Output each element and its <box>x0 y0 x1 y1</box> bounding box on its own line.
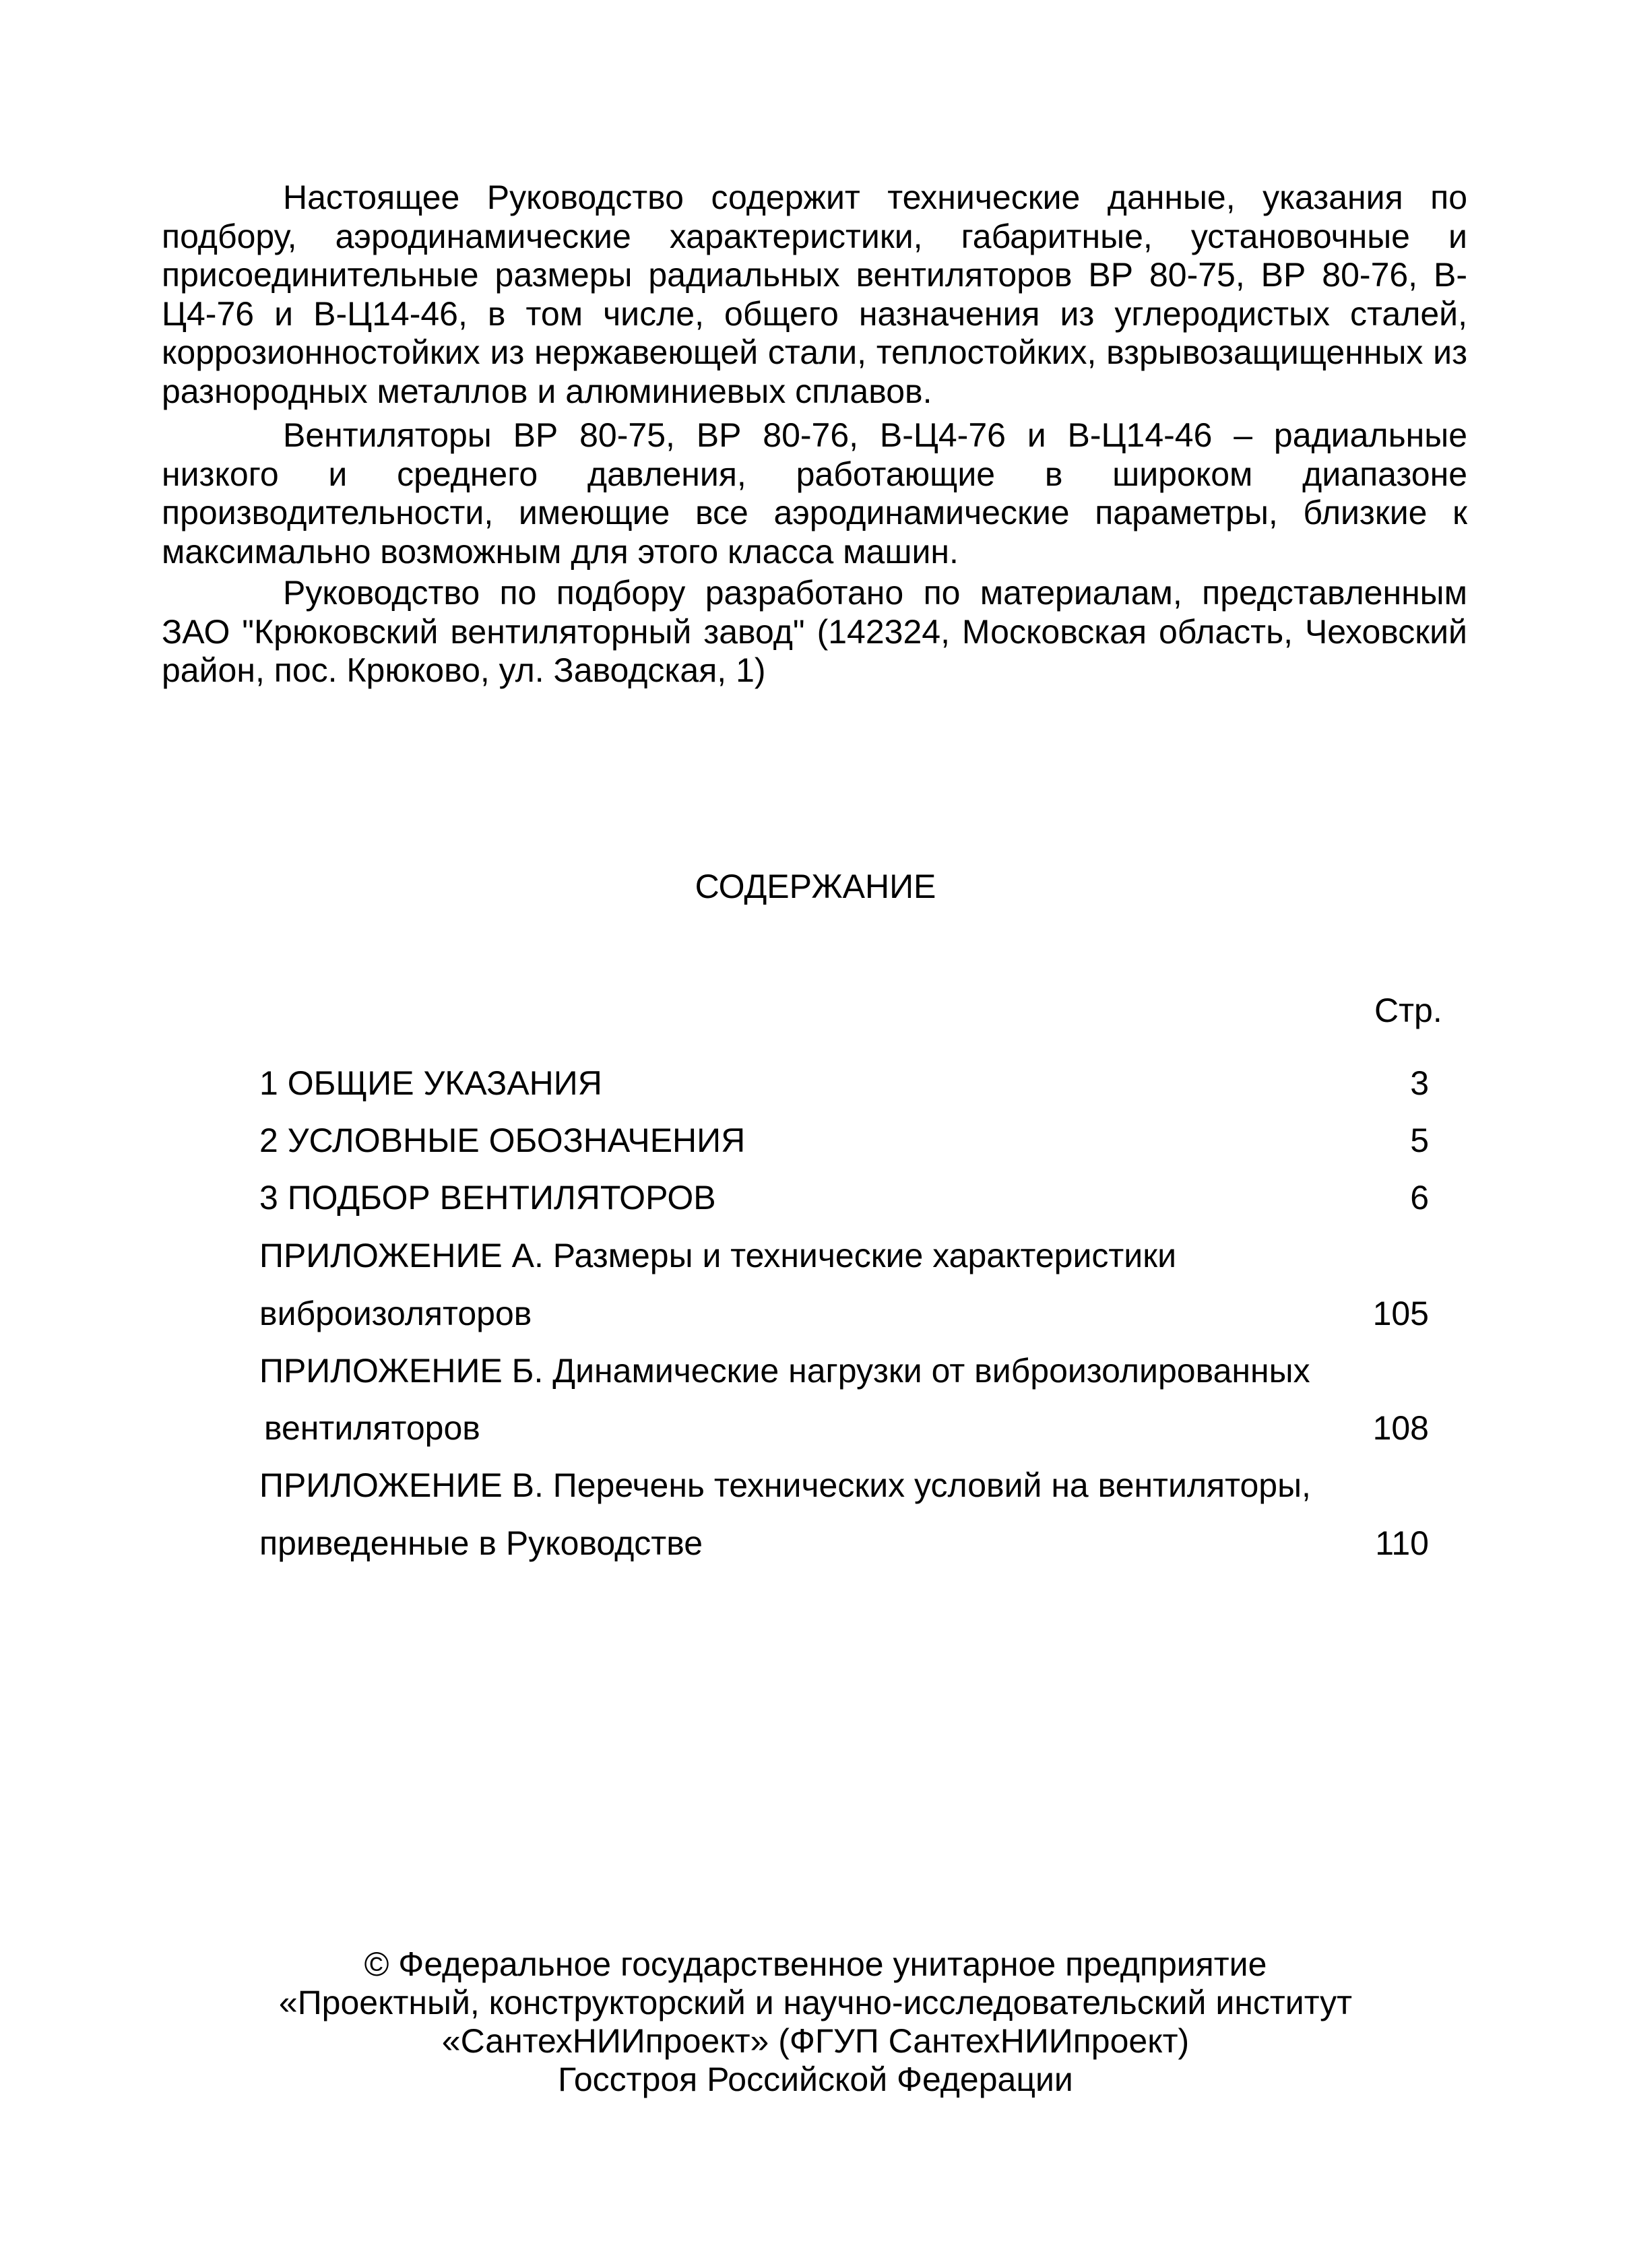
footer-line: «СантехНИИпроект» (ФГУП СантехНИИпроект) <box>441 2022 1190 2060</box>
toc-entry-appendix-a-continued[interactable]: виброизоляторов <box>259 1295 532 1332</box>
toc-entry-appendix-b[interactable]: ПРИЛОЖЕНИЕ Б. Динамические нагрузки от виброизолированных <box>259 1352 1310 1390</box>
footer-line: © Федеральное государственное унитарное предприятие <box>364 1945 1267 1983</box>
toc-page-number: 110 <box>1375 1524 1429 1562</box>
toc-entry-appendix-v[interactable]: ПРИЛОЖЕНИЕ В. Перечень технических условий на вентиляторы, <box>259 1466 1311 1504</box>
toc-entry-appendix-v-continued[interactable]: приведенные в Руководстве <box>259 1524 703 1562</box>
copyright-footer <box>0 1945 1631 2099</box>
intro-paragraph-1: Настоящее Руководство содержит технические данные, указания по подбору, аэродинамические характеристики, габаритные, установочные и присоединительные размеры радиальных вентиляторов ВР 80-75, ВР 80-76, В-Ц4-76 и В-Ц14-46, в том числе, общего назначения из углеродистых сталей, коррозионностойких из нержавеющей стали, теплостойких, взрывозащищенных из разнородных металлов и алюминиевых сплавов. <box>162 179 1467 410</box>
toc-entry-fan-selection[interactable]: 3 ПОДБОР ВЕНТИЛЯТОРОВ <box>259 1179 716 1217</box>
toc-page-number: 108 <box>1372 1409 1429 1447</box>
footer-line: «Проектный, конструкторский и научно-исследовательский институт <box>278 1984 1353 2021</box>
toc-entry-appendix-b-continued[interactable]: вентиляторов <box>264 1409 480 1447</box>
intro-paragraph-3: Руководство по подбору разработано по материалам, представленным ЗАО "Крюковский вентиляторный завод" (142324, Московская область, Чеховский район, пос. Крюково, ул. Заводская, 1) <box>162 574 1467 689</box>
toc-page-number: 3 <box>1410 1064 1429 1102</box>
toc-page-column-header: Стр. <box>1374 992 1442 1029</box>
toc-page-number: 5 <box>1410 1122 1429 1159</box>
toc-page-number: 6 <box>1410 1179 1429 1217</box>
intro-paragraph-2: Вентиляторы ВР 80-75, ВР 80-76, В-Ц4-76 и В-Ц14-46 – радиальные низкого и среднего давления, работающие в широком диапазоне производительности, имеющие все аэродинамические параметры, близкие к максимально возможным для этого класса машин. <box>162 416 1467 571</box>
toc-title: СОДЕРЖАНИЕ <box>695 868 936 905</box>
footer-line: Госстроя Российской Федерации <box>558 2061 1073 2098</box>
toc-page-number: 105 <box>1372 1295 1429 1332</box>
toc-entry-notation[interactable]: 2 УСЛОВНЫЕ ОБОЗНАЧЕНИЯ <box>259 1122 746 1159</box>
toc-entry-general-instructions[interactable]: 1 ОБЩИЕ УКАЗАНИЯ <box>259 1064 602 1102</box>
toc-entry-appendix-a[interactable]: ПРИЛОЖЕНИЕ А. Размеры и технические характеристики <box>259 1237 1177 1274</box>
